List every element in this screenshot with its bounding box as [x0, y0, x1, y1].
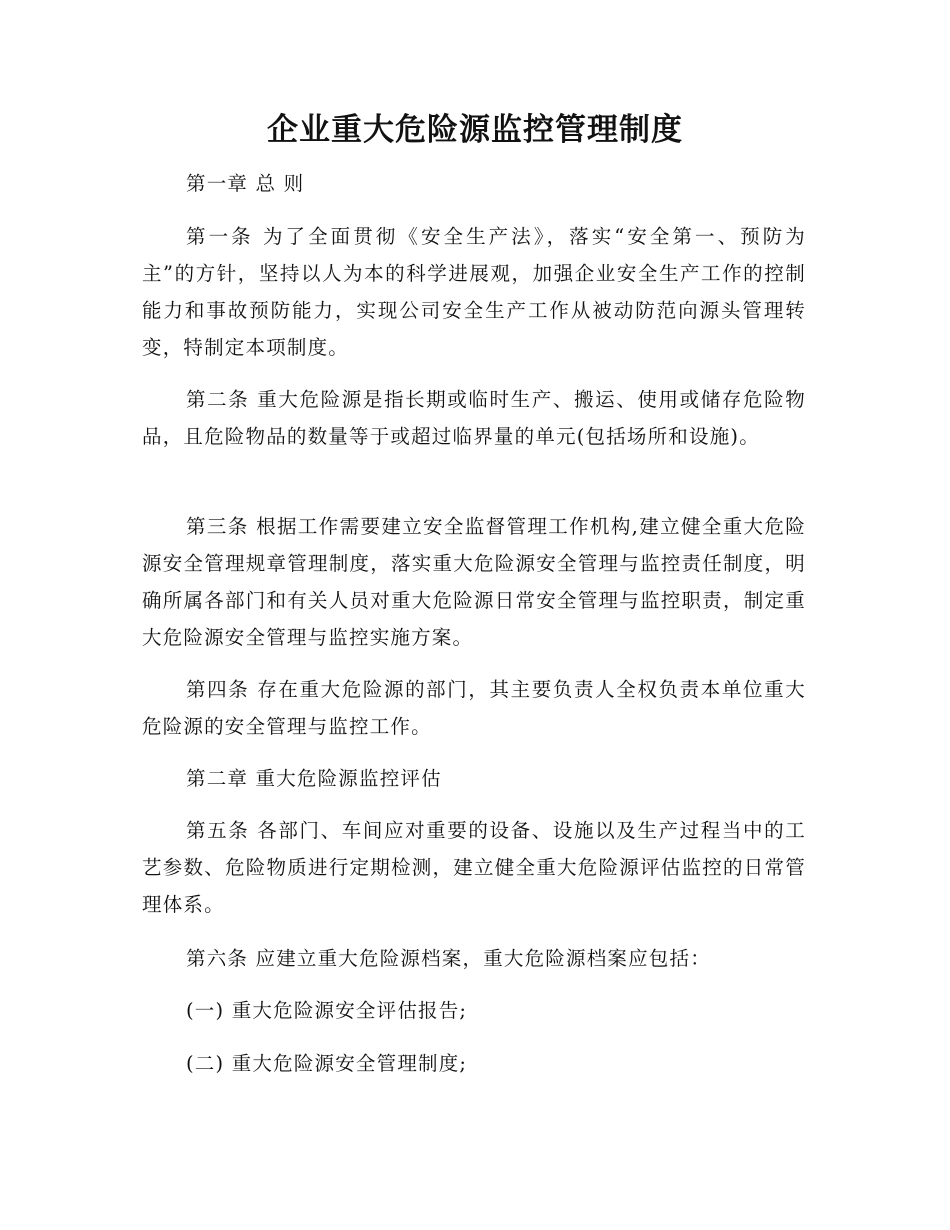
article-1-paragraph: 第一条 为了全面贯彻《安全生产法》，落实“安全第一、预防为主”的方针，坚持以人为本的科学进展观，加强企业安全生产工作的控制能力和事故预防能力，实现公司安全生产工作从被动防范向源头管理转变，特制定本项制度。	[142, 225, 806, 359]
document-title: 企业重大危险源监控管理制度	[267, 112, 683, 148]
article-2-paragraph: 第二条 重大危险源是指长期或临时生产、搬运、使用或储存危险物品，且危险物品的数量等于或超过临界量的单元(包括场所和设施)。	[142, 388, 806, 448]
chapter-heading-1: 第一章 总 则	[186, 172, 305, 195]
article-3-paragraph: 第三条 根据工作需要建立安全监督管理工作机构,建立健全重大危险源安全管理规章管理制度，落实重大危险源安全管理与监控责任制度，明确所属各部门和有关人员对重大危险源日常安全管理与监控职责，制定重大危险源安全管理与监控实施方案。	[142, 515, 806, 649]
chapter-heading-2: 第二章 重大危险源监控评估	[186, 767, 442, 790]
list-item-2: (二) 重大危险源安全管理制度;	[186, 1052, 468, 1075]
list-item-1: (一) 重大危险源安全评估报告;	[186, 999, 468, 1022]
article-6-paragraph: 第六条 应建立重大危险源档案，重大危险源档案应包括：	[186, 947, 711, 970]
article-5-paragraph: 第五条 各部门、车间应对重要的设备、设施以及生产过程当中的工艺参数、危险物质进行定期检测，建立健全重大危险源评估监控的日常管理体系。	[142, 819, 806, 916]
article-4-paragraph: 第四条 存在重大危险源的部门，其主要负责人全权负责本单位重大危险源的安全管理与监控工作。	[142, 678, 806, 738]
